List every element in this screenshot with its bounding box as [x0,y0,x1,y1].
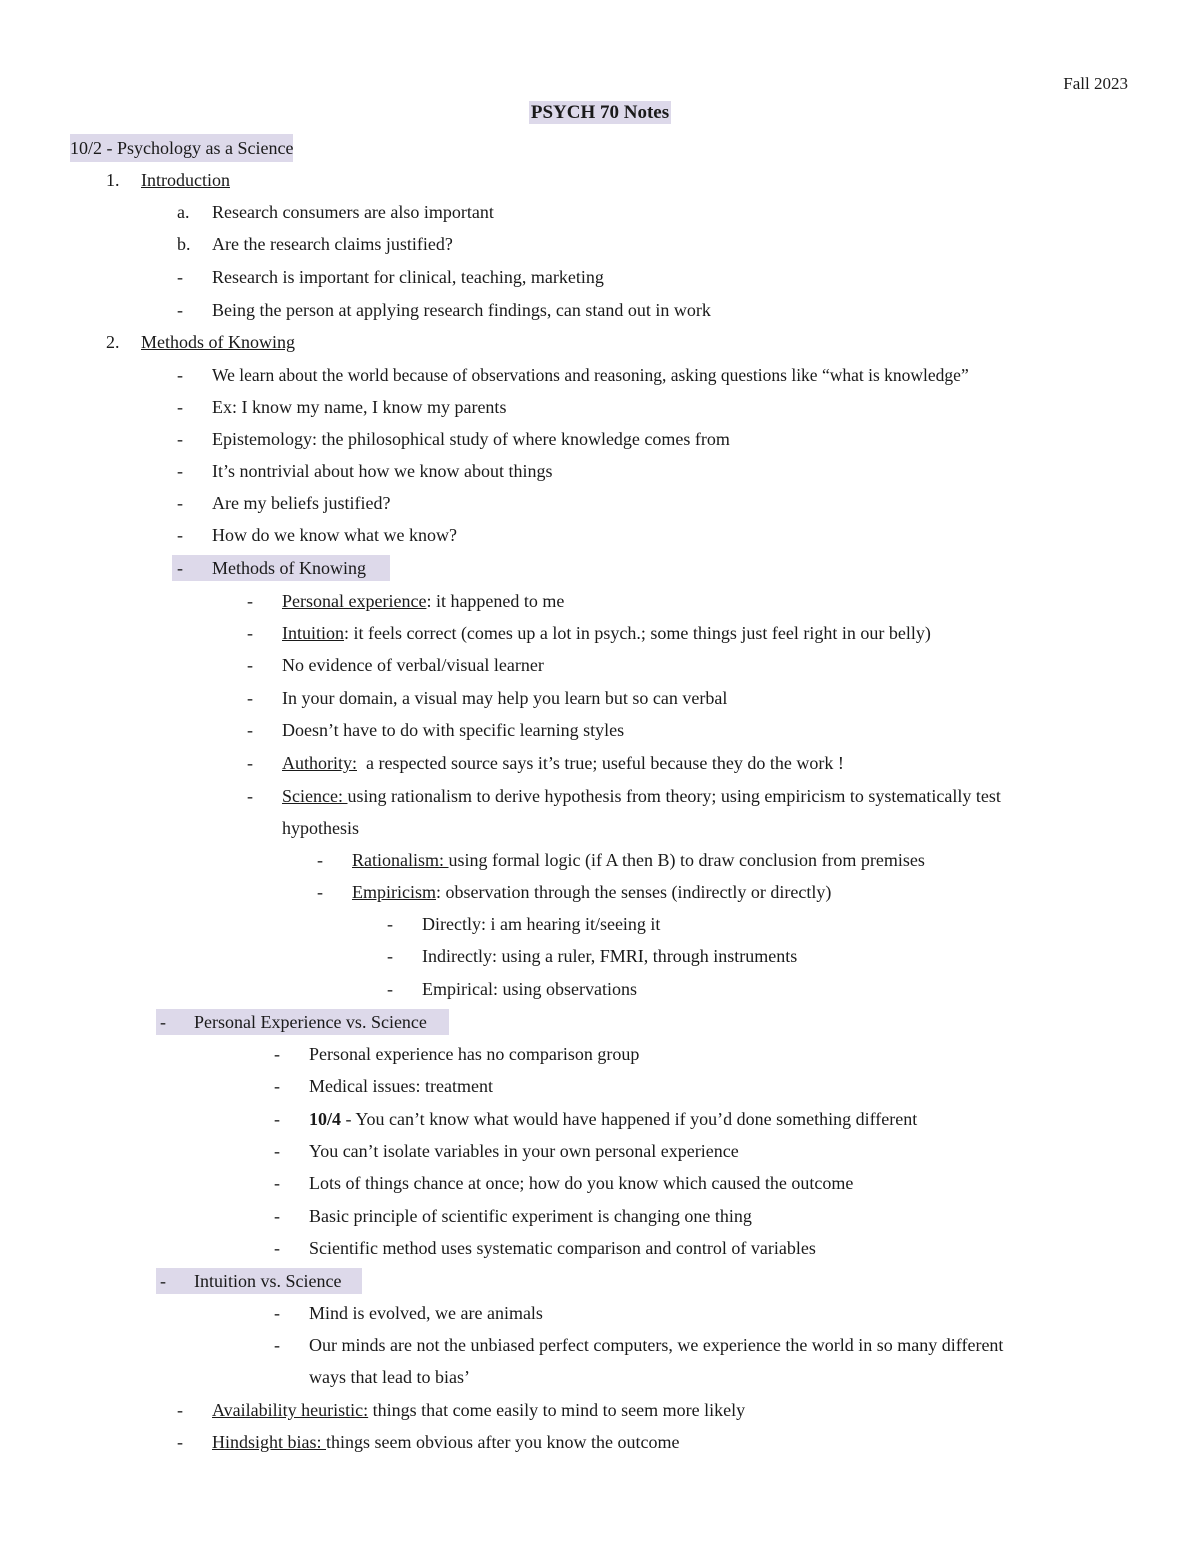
definition: a respected source says it’s true; useful because they do the work ! [357,753,844,773]
list-marker: - [177,1400,183,1420]
list-item-text: Medical issues: treatment [309,1076,493,1096]
list-item-text: Are the research claims justified? [212,234,453,254]
list-item-text [282,749,844,777]
definition: things that come easily to mind to seem more likely [368,1400,746,1420]
list-marker: - [177,300,183,320]
list-item-text: How do we know what we know? [212,525,457,545]
list-marker: - [387,979,393,999]
list-marker: - [247,786,253,806]
list-item-text: Doesn’t have to do with specific learning styles [282,720,625,740]
definition: : it happened to me [426,591,565,611]
list-marker: - [177,493,183,513]
list-marker: - [177,558,183,578]
list-item-text [212,1396,745,1424]
list-marker: - [177,365,183,385]
term: Empiricism [352,882,436,902]
term-label: Fall 2023 [1063,74,1128,93]
list-item-text: Lots of things chance at once; how do you know which caused the outcome [309,1173,854,1193]
list-marker: - [247,688,253,708]
list-marker: - [247,720,253,740]
list-item-text: In your domain, a visual may help you learn but so can verbal [282,688,728,708]
list-marker: - [274,1206,280,1226]
list-item-text: Being the person at applying research findings, can stand out in work [212,300,711,320]
list-marker: - [274,1303,280,1323]
list-item-text: It’s nontrivial about how we know about things [212,461,553,481]
list-item-text: Basic principle of scientific experiment is changing one thing [309,1206,752,1226]
list-item-text: No evidence of verbal/visual learner [282,655,544,675]
list-marker: - [160,1012,166,1032]
list-item-text: Epistemology: the philosophical study of where knowledge comes from [212,429,730,449]
term: Science: [282,786,348,806]
definition: using formal logic (if A then B) to draw conclusion from premises [448,850,925,870]
list-marker: - [317,850,323,870]
term: Authority: [282,753,357,773]
list-marker: - [274,1238,280,1258]
definition: : it feels correct (comes up a lot in psych.; some things just feel right in our belly) [344,623,931,643]
section-heading-text: 10/2 - Psychology as a Science [70,134,293,162]
list-marker: - [274,1109,280,1129]
list-item-text: ways that lead to bias’ [309,1367,470,1387]
term: Rationalism: [352,850,449,870]
term: Personal experience [282,591,427,611]
list-marker: - [177,429,183,449]
list-marker: - [177,267,183,287]
list-marker: - [387,946,393,966]
list-marker: 1. [106,170,120,190]
list-item-text [352,878,831,906]
list-item-text: Intuition vs. Science [194,1271,342,1291]
list-marker: - [160,1271,166,1291]
list-item-text: Scientific method uses systematic comparison and control of variables [309,1238,816,1258]
list-item-text: You can’t isolate variables in your own personal experience [309,1141,739,1161]
definition: : observation through the senses (indirectly or directly) [436,882,832,902]
list-item-text [309,1105,917,1133]
list-item-text: Directly: i am hearing it/seeing it [422,914,661,934]
list-item-text [352,846,925,874]
list-marker: - [247,591,253,611]
list-marker: - [177,461,183,481]
list-marker: - [317,882,323,902]
list-item-text [282,587,564,615]
list-item-text: We learn about the world because of observations and reasoning, asking questions like “what is knowledge” [212,365,969,385]
document-title-text: PSYCH 70 Notes [530,102,670,123]
list-marker: - [274,1044,280,1064]
list-marker: - [247,623,253,643]
list-marker: - [274,1173,280,1193]
definition: using rationalism to derive hypothesis from theory; using empiricism to systematically test [347,786,1001,806]
list-marker: - [274,1335,280,1355]
definition: things seem obvious after you know the outcome [326,1432,680,1452]
list-marker: - [177,397,183,417]
list-item-text: Personal experience has no comparison group [309,1044,640,1064]
list-item-text: hypothesis [282,818,360,838]
list-marker: - [274,1141,280,1161]
list-item-text: Personal Experience vs. Science [194,1012,427,1032]
list-item-text: Mind is evolved, we are animals [309,1303,543,1323]
list-marker: a. [177,202,190,222]
list-item-text: Introduction [141,170,230,190]
list-item-text: Our minds are not the unbiased perfect computers, we experience the world in so many different [309,1335,1004,1355]
list-item-text [282,619,931,647]
list-item-text: Indirectly: using a ruler, FMRI, through instruments [422,946,798,966]
list-item-text: Research is important for clinical, teaching, marketing [212,267,604,287]
list-item-text: Ex: I know my name, I know my parents [212,397,507,417]
list-item-text: Methods of Knowing [212,558,366,578]
list-item-text: Empirical: using observations [422,979,637,999]
list-marker: - [274,1076,280,1096]
term: Hindsight bias: [212,1432,327,1452]
list-marker: - [387,914,393,934]
list-marker: b. [177,234,191,254]
list-marker: - [247,655,253,675]
list-item-text [282,782,1001,810]
term: Availability heuristic: [212,1400,369,1420]
list-marker: - [177,1432,183,1452]
definition: - You can’t know what would have happened if you’d done something different [341,1109,918,1129]
list-item-text: Are my beliefs justified? [212,493,391,513]
list-marker: 2. [106,332,120,352]
list-marker: - [247,753,253,773]
document-title [0,102,1200,124]
date-tag: 10/4 [309,1109,342,1129]
list-item-text [212,1428,679,1456]
list-item-text: Research consumers are also important [212,202,494,222]
list-marker: - [177,525,183,545]
list-item-text: Methods of Knowing [141,332,295,352]
term: Intuition [282,623,344,643]
